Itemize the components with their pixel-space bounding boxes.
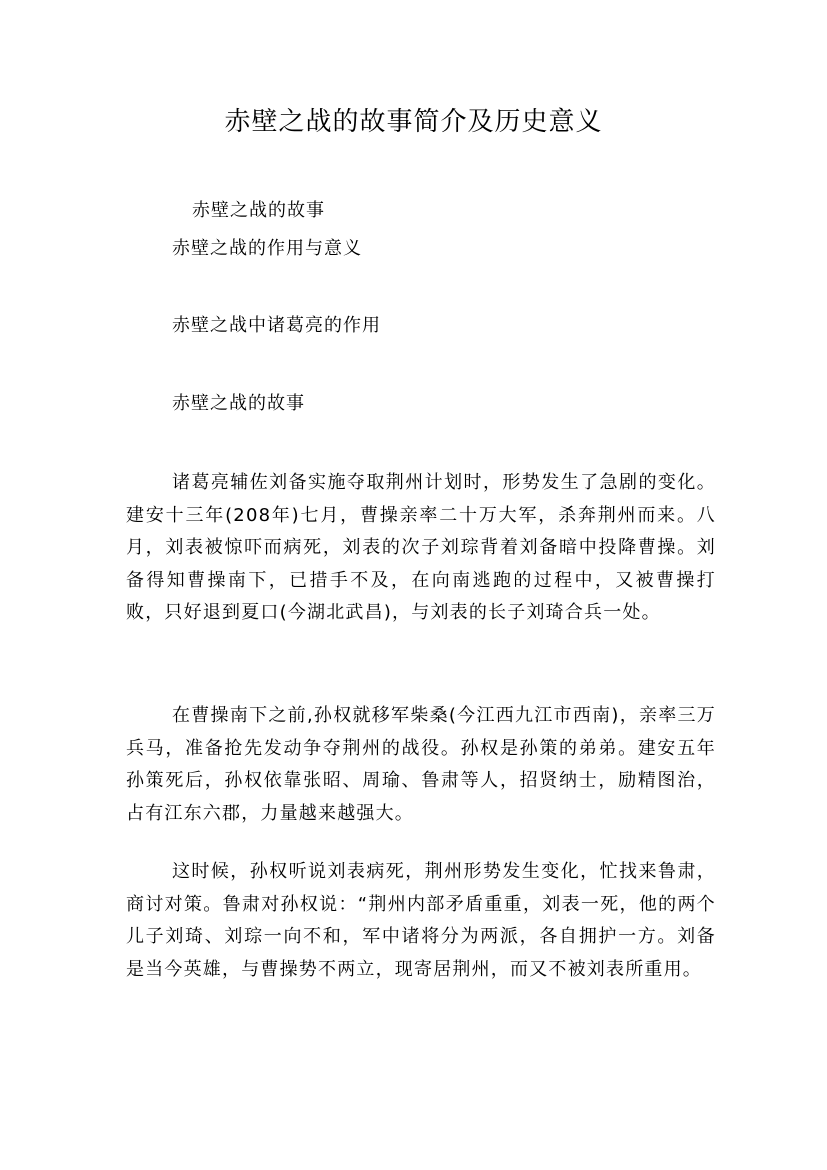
section-heading: 赤壁之战的故事 <box>172 393 305 414</box>
toc-item-story: 赤壁之战的故事 <box>192 200 325 221</box>
document-title: 赤壁之战的故事简介及历史意义 <box>224 107 603 137</box>
paragraph-1: 诸葛亮辅佐刘备实施夺取荆州计划时，形势发生了急剧的变化。建安十三年(208年)七月，曹操亲率二十万大军，杀奔荆州而来。八月，刘表被惊吓而病死，刘表的次子刘琮背着刘备暗中投降曹操。刘备得知曹操南下，已措手不及，在向南逃跑的过程中，又被曹操打败，只好退到夏口(今湖北武昌)，与刘表的长子刘琦合兵一处。 <box>126 472 716 623</box>
toc-item-zhuge-liang: 赤壁之战中诸葛亮的作用 <box>172 315 381 336</box>
paragraph-2: 在曹操南下之前,孙权就移军柴桑(今江西九江市西南)，亲率三万兵马，准备抢先发动争夺荆州的战役。孙权是孙策的弟弟。建安五年孙策死后，孙权依靠张昭、周瑜、鲁肃等人，招贤纳士，励精图治，占有江东六郡，力量越来越强大。 <box>126 705 716 824</box>
paragraph-3: 这时候，孙权听说刘表病死，荆州形势发生变化，忙找来鲁肃，商讨对策。鲁肃对孙权说：“荆州内部矛盾重重，刘表一死，他的两个儿子刘琦、刘琮一向不和，军中诸将分为两派，各自拥护一方。刘备是当今英雄，与曹操势不两立，现寄居荆州，而又不被刘表所重用。 <box>126 861 716 980</box>
toc-item-significance: 赤壁之战的作用与意义 <box>172 238 362 259</box>
